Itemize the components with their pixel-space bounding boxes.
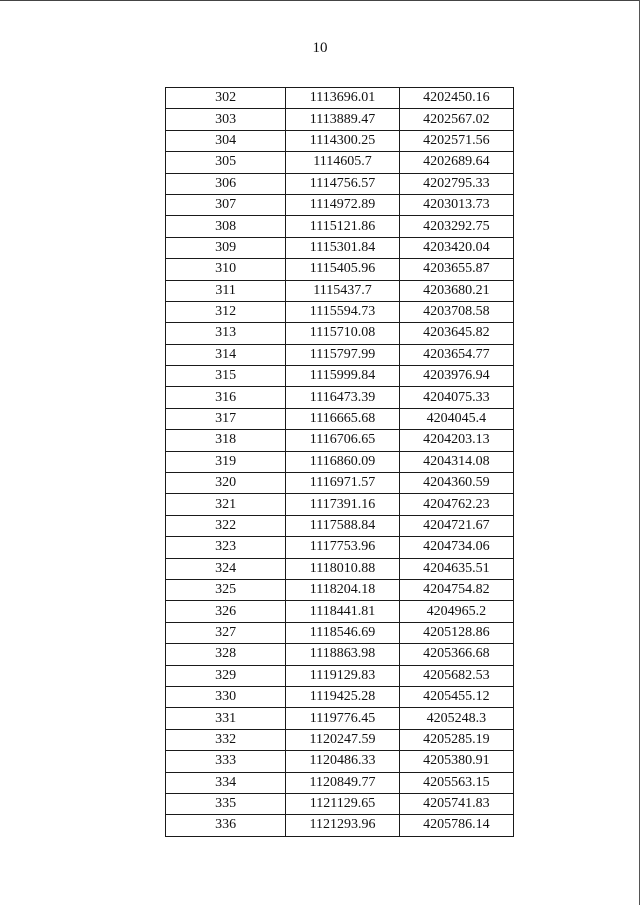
point-number-cell: 302 [166,88,286,109]
x-coordinate-cell: 1115797.99 [286,344,399,365]
point-number-cell: 304 [166,130,286,151]
table-row [166,515,514,536]
point-number-cell: 323 [166,537,286,558]
table-row [166,815,514,836]
x-coordinate-cell: 1113696.01 [286,88,399,109]
point-number-cell: 327 [166,622,286,643]
x-coordinate-cell: 1115594.73 [286,301,399,322]
table-row [166,280,514,301]
table-row [166,622,514,643]
point-number-cell: 326 [166,601,286,622]
table-row [166,579,514,600]
y-coordinate-cell: 4204754.82 [399,579,513,600]
y-coordinate-cell: 4203708.58 [399,301,513,322]
y-coordinate-cell: 4203654.77 [399,344,513,365]
table-row [166,729,514,750]
table-row [166,152,514,173]
table-row [166,173,514,194]
y-coordinate-cell: 4203645.82 [399,323,513,344]
table-row [166,408,514,429]
point-number-cell: 311 [166,280,286,301]
point-number-cell: 309 [166,237,286,258]
y-coordinate-cell: 4203420.04 [399,237,513,258]
point-number-cell: 319 [166,451,286,472]
point-number-cell: 332 [166,729,286,750]
y-coordinate-cell: 4205563.15 [399,772,513,793]
y-coordinate-cell: 4203976.94 [399,366,513,387]
point-number-cell: 310 [166,259,286,280]
x-coordinate-cell: 1118441.81 [286,601,399,622]
y-coordinate-cell: 4205380.91 [399,751,513,772]
y-coordinate-cell: 4205682.53 [399,665,513,686]
y-coordinate-cell: 4204635.51 [399,558,513,579]
table-row [166,259,514,280]
point-number-cell: 320 [166,473,286,494]
x-coordinate-cell: 1116706.65 [286,430,399,451]
point-number-cell: 333 [166,751,286,772]
x-coordinate-cell: 1115405.96 [286,259,399,280]
point-number-cell: 328 [166,644,286,665]
x-coordinate-cell: 1117753.96 [286,537,399,558]
y-coordinate-cell: 4205248.3 [399,708,513,729]
y-coordinate-cell: 4204045.4 [399,408,513,429]
y-coordinate-cell: 4203680.21 [399,280,513,301]
point-number-cell: 315 [166,366,286,387]
table-row [166,601,514,622]
point-number-cell: 335 [166,793,286,814]
x-coordinate-cell: 1115437.7 [286,280,399,301]
x-coordinate-cell: 1118204.18 [286,579,399,600]
y-coordinate-cell: 4203292.75 [399,216,513,237]
point-number-cell: 303 [166,109,286,130]
y-coordinate-cell: 4203655.87 [399,259,513,280]
point-number-cell: 317 [166,408,286,429]
x-coordinate-cell: 1115999.84 [286,366,399,387]
y-coordinate-cell: 4202689.64 [399,152,513,173]
point-number-cell: 316 [166,387,286,408]
x-coordinate-cell: 1118010.88 [286,558,399,579]
x-coordinate-cell: 1116860.09 [286,451,399,472]
y-coordinate-cell: 4205741.83 [399,793,513,814]
x-coordinate-cell: 1114605.7 [286,152,399,173]
table-row [166,665,514,686]
table-row [166,237,514,258]
point-number-cell: 308 [166,216,286,237]
x-coordinate-cell: 1120247.59 [286,729,399,750]
table-row [166,751,514,772]
y-coordinate-cell: 4205455.12 [399,686,513,707]
point-number-cell: 318 [166,430,286,451]
point-number-cell: 330 [166,686,286,707]
table-row [166,366,514,387]
y-coordinate-cell: 4204721.67 [399,515,513,536]
y-coordinate-cell: 4202450.16 [399,88,513,109]
point-number-cell: 329 [166,665,286,686]
table-row [166,686,514,707]
table-row [166,451,514,472]
y-coordinate-cell: 4202567.02 [399,109,513,130]
table-row [166,537,514,558]
x-coordinate-cell: 1118546.69 [286,622,399,643]
x-coordinate-cell: 1119129.83 [286,665,399,686]
x-coordinate-cell: 1120486.33 [286,751,399,772]
x-coordinate-cell: 1117391.16 [286,494,399,515]
table-row [166,644,514,665]
point-number-cell: 324 [166,558,286,579]
point-number-cell: 322 [166,515,286,536]
table-row [166,301,514,322]
point-number-cell: 321 [166,494,286,515]
y-coordinate-cell: 4205366.68 [399,644,513,665]
x-coordinate-cell: 1119776.45 [286,708,399,729]
point-number-cell: 305 [166,152,286,173]
x-coordinate-cell: 1115301.84 [286,237,399,258]
page-number: 10 [312,40,328,56]
y-coordinate-cell: 4203013.73 [399,194,513,215]
point-number-cell: 314 [166,344,286,365]
page-edge-top [0,0,640,1]
table-row [166,344,514,365]
point-number-cell: 331 [166,708,286,729]
x-coordinate-cell: 1113889.47 [286,109,399,130]
x-coordinate-cell: 1116665.68 [286,408,399,429]
coordinates-table [165,87,514,837]
table-row [166,323,514,344]
x-coordinate-cell: 1116473.39 [286,387,399,408]
y-coordinate-cell: 4205128.86 [399,622,513,643]
y-coordinate-cell: 4205786.14 [399,815,513,836]
table-row [166,473,514,494]
table-row [166,708,514,729]
coordinates-table-body [166,88,514,837]
y-coordinate-cell: 4204965.2 [399,601,513,622]
point-number-cell: 325 [166,579,286,600]
point-number-cell: 334 [166,772,286,793]
y-coordinate-cell: 4204075.33 [399,387,513,408]
table-row [166,430,514,451]
x-coordinate-cell: 1114756.57 [286,173,399,194]
y-coordinate-cell: 4204203.13 [399,430,513,451]
table-row [166,387,514,408]
table-row [166,772,514,793]
x-coordinate-cell: 1114300.25 [286,130,399,151]
table-row [166,494,514,515]
x-coordinate-cell: 1115710.08 [286,323,399,344]
x-coordinate-cell: 1118863.98 [286,644,399,665]
x-coordinate-cell: 1119425.28 [286,686,399,707]
y-coordinate-cell: 4202795.33 [399,173,513,194]
table-row [166,216,514,237]
x-coordinate-cell: 1121129.65 [286,793,399,814]
point-number-cell: 312 [166,301,286,322]
table-row [166,793,514,814]
table-row [166,130,514,151]
y-coordinate-cell: 4204314.08 [399,451,513,472]
x-coordinate-cell: 1120849.77 [286,772,399,793]
x-coordinate-cell: 1117588.84 [286,515,399,536]
point-number-cell: 313 [166,323,286,344]
x-coordinate-cell: 1115121.86 [286,216,399,237]
table-row [166,558,514,579]
table-row [166,109,514,130]
y-coordinate-cell: 4202571.56 [399,130,513,151]
point-number-cell: 307 [166,194,286,215]
point-number-cell: 336 [166,815,286,836]
x-coordinate-cell: 1121293.96 [286,815,399,836]
y-coordinate-cell: 4204360.59 [399,473,513,494]
table-row [166,194,514,215]
x-coordinate-cell: 1116971.57 [286,473,399,494]
point-number-cell: 306 [166,173,286,194]
x-coordinate-cell: 1114972.89 [286,194,399,215]
y-coordinate-cell: 4205285.19 [399,729,513,750]
table-row [166,88,514,109]
y-coordinate-cell: 4204762.23 [399,494,513,515]
y-coordinate-cell: 4204734.06 [399,537,513,558]
